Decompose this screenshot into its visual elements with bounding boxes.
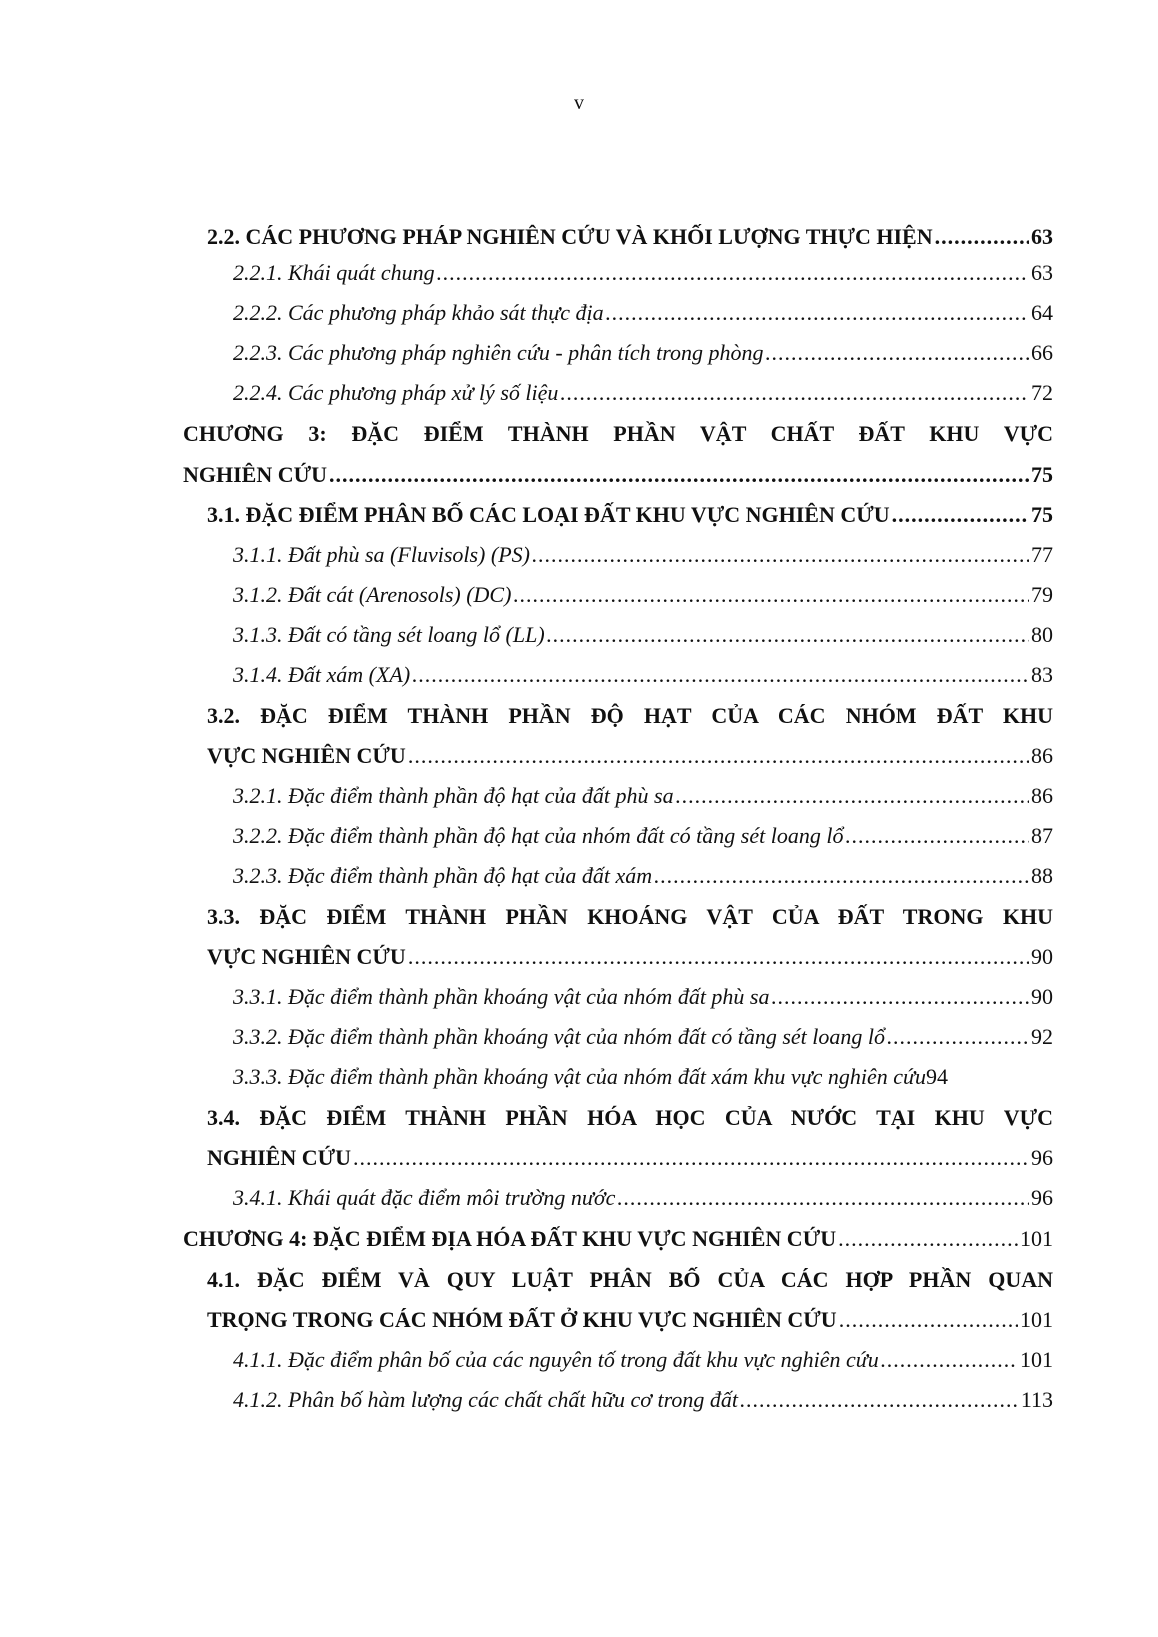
toc-entry-title: 3.1.4. Đất xám (XA) (233, 662, 411, 687)
dot-leader (838, 1224, 1018, 1254)
toc-entry-title: CHƯƠNG 4: ĐẶC ĐIỂM ĐỊA HÓA ĐẤT KHU VỰC NGHIÊN CỨU (183, 1226, 837, 1251)
toc-entry-page: 80 (1031, 622, 1053, 647)
dot-leader (676, 781, 1029, 811)
toc-entry-3-3-3[interactable] (233, 1062, 1053, 1092)
toc-entry-3-1-3[interactable] (233, 620, 1053, 650)
toc-entry-4-1-2[interactable] (233, 1385, 1053, 1415)
toc-entry-3-2-1[interactable] (233, 781, 1053, 811)
toc-entry-page: 90 (1031, 984, 1053, 1009)
toc-entry-title: 2.2. CÁC PHƯƠNG PHÁP NGHIÊN CỨU VÀ KHỐI LƯỢNG THỰC HIỆN (207, 224, 933, 249)
toc-entry-3-3-2[interactable] (233, 1022, 1053, 1052)
toc-entry-title: 3.3. ĐẶC ĐIỂM THÀNH PHẦN KHOÁNG VẬT CỦA ĐẤT TRONG KHU (207, 904, 1053, 929)
dot-leader (845, 821, 1029, 851)
toc-entry-page: 77 (1031, 542, 1053, 567)
toc-entry-3-4-line1[interactable] (207, 1103, 1053, 1133)
dot-leader (740, 1385, 1019, 1415)
toc-entry-title: 4.1.2. Phân bố hàm lượng các chất chất hữu cơ trong đất (233, 1387, 738, 1412)
toc-entry-page: 79 (1031, 582, 1053, 607)
toc-entry-page: 66 (1031, 340, 1053, 365)
toc-entry-ch3-line1[interactable] (183, 419, 1053, 449)
toc-entry-page: 101 (1020, 1307, 1053, 1332)
toc-entry-title: NGHIÊN CỨU (207, 1145, 352, 1170)
dot-leader (887, 1022, 1029, 1052)
toc-entry-title: 3.2.3. Đặc điểm thành phần độ hạt của đất xám (233, 863, 653, 888)
toc-entry-title: 3.2.2. Đặc điểm thành phần độ hạt của nhóm đất có tầng sét loang lổ (233, 823, 844, 848)
toc-entry-title: TRỌNG TRONG CÁC NHÓM ĐẤT Ở KHU VỰC NGHIÊN CỨU (207, 1307, 837, 1332)
dot-leader (513, 580, 1029, 610)
toc-entry-page: 96 (1031, 1145, 1053, 1170)
toc-entry-page: 113 (1020, 1387, 1053, 1412)
toc-entry-title: VỰC NGHIÊN CỨU (207, 944, 406, 969)
toc-entry-title: 2.2.2. Các phương pháp khảo sát thực địa (233, 300, 604, 325)
toc-entry-title: 3.1.1. Đất phù sa (Fluvisols) (PS) (233, 542, 530, 567)
dot-leader (560, 378, 1029, 408)
dot-leader (408, 942, 1029, 972)
toc-entry-page: 64 (1031, 300, 1053, 325)
dot-leader (892, 500, 1029, 530)
toc-entry-2-2-1[interactable] (233, 258, 1053, 288)
toc-entry-page: 92 (1031, 1024, 1053, 1049)
dot-leader (881, 1345, 1018, 1375)
dot-leader (839, 1305, 1018, 1335)
toc-entry-title: 3.4. ĐẶC ĐIỂM THÀNH PHẦN HÓA HỌC CỦA NƯỚC TẠI KHU VỰC (207, 1105, 1053, 1130)
toc-entry-title: 4.1.1. Đặc điểm phân bố của các nguyên tố trong đất khu vực nghiên cứu (233, 1347, 879, 1372)
toc-entry-page: 88 (1031, 863, 1053, 888)
toc-entry-2-2-2[interactable] (233, 298, 1053, 328)
toc-entry-page: 86 (1031, 783, 1053, 808)
toc-entry-title: 3.2. ĐẶC ĐIỂM THÀNH PHẦN ĐỘ HẠT CỦA CÁC NHÓM ĐẤT KHU (207, 703, 1053, 728)
toc-entry-page: 83 (1031, 662, 1053, 687)
dot-leader (617, 1183, 1029, 1213)
toc-entry-page: 86 (1031, 743, 1053, 768)
toc-entry-title: CHƯƠNG 3: ĐẶC ĐIỂM THÀNH PHẦN VẬT CHẤT ĐẤT KHU VỰC (183, 421, 1053, 446)
toc-entry-title: 2.2.3. Các phương pháp nghiên cứu - phân tích trong phòng (233, 340, 764, 365)
toc-entry-title: 3.1. ĐẶC ĐIỂM PHÂN BỐ CÁC LOẠI ĐẤT KHU VỰC NGHIÊN CỨU (207, 502, 890, 527)
toc-entry-page: 94 (926, 1064, 949, 1089)
toc-entry-page: 90 (1031, 944, 1053, 969)
toc-entry-3-3-1[interactable] (233, 982, 1053, 1012)
toc-entry-title: 3.1.2. Đất cát (Arenosols) (DC) (233, 582, 512, 607)
toc-entry-title: NGHIÊN CỨU (183, 462, 328, 487)
toc-entry-title: VỰC NGHIÊN CỨU (207, 743, 406, 768)
toc-entry-4-1-line1[interactable] (207, 1265, 1053, 1295)
toc-entry-3-3-line1[interactable] (207, 902, 1053, 932)
toc-entry-page: 75 (1031, 502, 1053, 527)
dot-leader (353, 1143, 1029, 1173)
toc-entry-ch3[interactable] (183, 460, 1053, 490)
dot-leader (408, 741, 1029, 771)
toc-entry-title: 3.3.2. Đặc điểm thành phần khoáng vật của nhóm đất có tầng sét loang lổ (233, 1024, 885, 1049)
toc-entry-page: 63 (1031, 224, 1053, 249)
toc-entry-3-2-line1[interactable] (207, 701, 1053, 731)
toc-entry-title: 4.1. ĐẶC ĐIỂM VÀ QUY LUẬT PHÂN BỐ CỦA CÁC HỢP PHẦN QUAN (207, 1267, 1053, 1292)
dot-leader (532, 540, 1029, 570)
toc-entry-3-3[interactable] (207, 942, 1053, 972)
toc-entry-3-2-3[interactable] (233, 861, 1053, 891)
toc-entry-2-2[interactable] (207, 222, 1053, 252)
toc-entry-page: 87 (1031, 823, 1053, 848)
toc-entry-page: 101 (1020, 1347, 1053, 1372)
toc-entry-title: 2.2.1. Khái quát chung (233, 260, 435, 285)
toc-entry-title: 3.4.1. Khái quát đặc điểm môi trường nước (233, 1185, 616, 1210)
toc-entry-title: 3.3.3. Đặc điểm thành phần khoáng vật của nhóm đất xám khu vực nghiên cứu (233, 1064, 927, 1089)
toc-entry-ch4[interactable] (183, 1224, 1053, 1254)
toc-entry-title: 2.2.4. Các phương pháp xử lý số liệu (233, 380, 559, 405)
dot-leader (329, 460, 1029, 490)
dot-leader (547, 620, 1029, 650)
dot-leader (654, 861, 1029, 891)
dot-leader (935, 222, 1029, 252)
dot-leader (772, 982, 1030, 1012)
toc-entry-3-1-1[interactable] (233, 540, 1053, 570)
toc-entry-3-4[interactable] (207, 1143, 1053, 1173)
toc-entry-title: 3.2.1. Đặc điểm thành phần độ hạt của đất phù sa (233, 783, 674, 808)
toc-entry-4-1-1[interactable] (233, 1345, 1053, 1375)
page-number: v (574, 92, 584, 114)
dot-leader (606, 298, 1029, 328)
toc-entry-page: 72 (1031, 380, 1053, 405)
dot-leader (437, 258, 1029, 288)
toc-entry-page: 63 (1031, 260, 1053, 285)
toc-entry-page: 75 (1031, 462, 1053, 487)
toc-entry-3-1-4[interactable] (233, 660, 1053, 690)
toc-entry-3-4-1[interactable] (233, 1183, 1053, 1213)
toc-entry-title: 3.1.3. Đất có tầng sét loang lổ (LL) (233, 622, 545, 647)
toc-entry-3-1-2[interactable] (233, 580, 1053, 610)
toc-entry-page: 101 (1020, 1226, 1053, 1251)
toc-entry-2-2-3[interactable] (233, 338, 1053, 368)
toc-entry-title: 3.3.1. Đặc điểm thành phần khoáng vật của nhóm đất phù sa (233, 984, 770, 1009)
dot-leader (766, 338, 1030, 368)
toc-entry-3-1[interactable] (207, 500, 1053, 530)
toc-entry-page: 96 (1031, 1185, 1053, 1210)
toc-entry-2-2-4[interactable] (233, 378, 1053, 408)
toc-entry-4-1[interactable] (207, 1305, 1053, 1335)
toc-entry-3-2-2[interactable] (233, 821, 1053, 851)
toc-entry-3-2[interactable] (207, 741, 1053, 771)
dot-leader (412, 660, 1029, 690)
